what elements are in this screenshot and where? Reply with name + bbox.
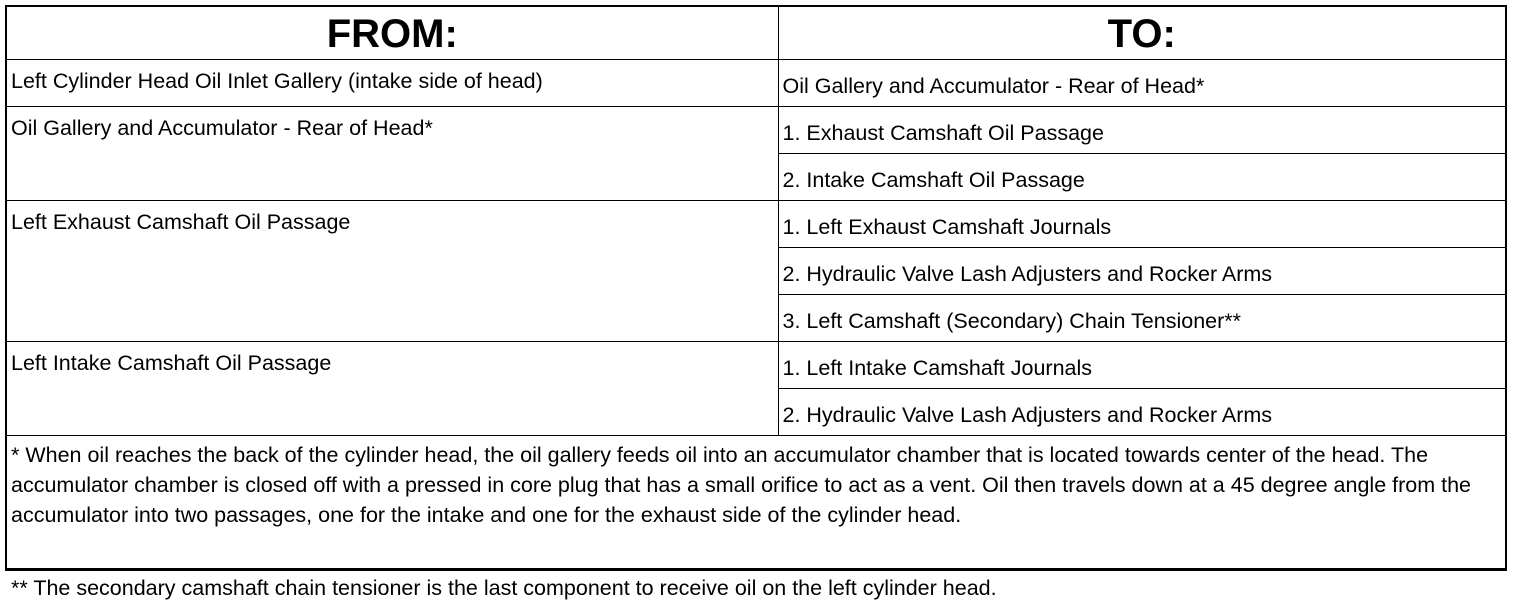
to-cell: Oil Gallery and Accumulator - Rear of Head* [778, 60, 1505, 107]
table-row [7, 60, 1505, 107]
from-cell: Left Exhaust Camshaft Oil Passage [7, 201, 778, 342]
header-row [7, 7, 1505, 60]
table-row [7, 201, 1505, 248]
to-cell: 3. Left Camshaft (Secondary) Chain Tensioner** [778, 295, 1505, 342]
to-cell: 1. Left Intake Camshaft Journals [778, 342, 1505, 389]
from-cell: Left Cylinder Head Oil Inlet Gallery (intake side of head) [7, 60, 778, 107]
from-column-header: FROM: [7, 7, 778, 60]
oil-flow-table [7, 7, 1505, 611]
footnote-row [7, 436, 1505, 569]
to-cell: 1. Left Exhaust Camshaft Journals [778, 201, 1505, 248]
to-cell: 1. Exhaust Camshaft Oil Passage [778, 107, 1505, 154]
to-column-header: TO: [778, 7, 1505, 60]
table-row [7, 342, 1505, 389]
oil-flow-table-frame [5, 5, 1507, 571]
table-row [7, 107, 1505, 154]
to-cell: 2. Hydraulic Valve Lash Adjusters and Rocker Arms [778, 389, 1505, 436]
footnote-row [7, 569, 1505, 611]
to-cell: 2. Hydraulic Valve Lash Adjusters and Rocker Arms [778, 248, 1505, 295]
from-cell: Left Intake Camshaft Oil Passage [7, 342, 778, 436]
from-cell: Oil Gallery and Accumulator - Rear of Head* [7, 107, 778, 201]
footnote-tensioner: ** The secondary camshaft chain tensioner is the last component to receive oil on the left cylinder head. [7, 569, 1505, 611]
footnote-accumulator: * When oil reaches the back of the cylinder head, the oil gallery feeds oil into an accumulator chamber that is located towards center of the head. The accumulator chamber is closed off with a pressed in core plug that has a small orifice to act as a vent. Oil then travels down at a 45 degree angle from the accumulator into two passages, one for the intake and one for the exhaust side of the cylinder head. [7, 436, 1505, 569]
to-cell: 2. Intake Camshaft Oil Passage [778, 154, 1505, 201]
